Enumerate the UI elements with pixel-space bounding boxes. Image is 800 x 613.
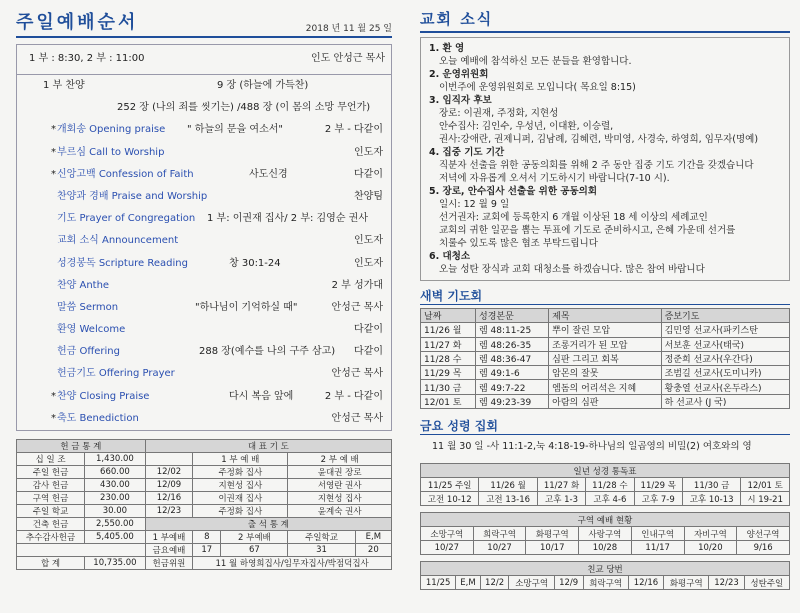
fellowship-cell: 희락구역 (583, 576, 628, 590)
cell-name: 희락구역 (473, 527, 526, 541)
news-item-body: 일시: 12 월 9 일 (439, 199, 510, 210)
bible-passage: 고전 13-16 (479, 492, 537, 506)
news-box (420, 37, 790, 281)
bible-date: 11/30 금 (682, 478, 740, 492)
prayer-date: 12/02 (145, 466, 193, 479)
dawn-cell: 아람의 심판 (549, 394, 661, 408)
dawn-cell: 정준희 선교사(우간다) (661, 351, 789, 365)
order-item-label: 기도 Prayer of Congregation (57, 213, 196, 225)
dawn-cell: 하 선교사 (J 국) (661, 394, 789, 408)
order-item-label: 252 장 (나의 죄를 씻기는) /488 장 (이 몸의 소망 무언가) (117, 102, 371, 114)
cell-name: 화평구역 (526, 527, 579, 541)
news-item-body: 직분자 선출을 위한 공동의회를 위해 2 주 동안 집중 기도 기간을 갖겠습니다 (439, 160, 754, 171)
dawn-cell: 김민영 선교사(파키스탄 (661, 323, 789, 337)
order-item-label: 1 부 찬양 (43, 80, 85, 91)
cell-name: 양선구역 (737, 527, 790, 541)
news-item-title: 2. 운영위원회 (429, 69, 489, 80)
offering-label: 감사 헌금 (17, 479, 85, 492)
news-header (420, 8, 790, 33)
worship-order-item (17, 75, 391, 97)
news-title: 교회 소식 (420, 10, 494, 28)
fellowship-cell: 12/16 (628, 576, 663, 590)
cell-date: 9/16 (737, 541, 790, 555)
bible-reading-title: 일년 성경 통독표 (421, 464, 790, 478)
news-item-title: 3. 임직자 후보 (429, 95, 492, 106)
prayer-date: 12/09 (145, 479, 193, 492)
offering-amount: 430.00 (85, 479, 146, 492)
order-item-leader: 2 부 - 다같이 (324, 124, 383, 136)
order-item-label: 찬양 Anthe (57, 279, 110, 291)
service-times-row (17, 45, 391, 75)
cell-worship-title: 구역 예배 현황 (421, 513, 790, 527)
offering-label: 건축 헌금 (17, 518, 85, 531)
order-item-detail: 다시 복음 앞에 (229, 390, 294, 402)
cell-date: 10/27 (421, 541, 474, 555)
offering-label: 추수감사헌금 (17, 531, 85, 544)
prayer-col-1: 1 부 예 배 (193, 453, 288, 466)
dawn-cell: 조범길 선교사(도미니카) (661, 366, 789, 380)
attendance-header: 출 석 통 계 (145, 518, 391, 531)
worship-order-column (16, 8, 392, 570)
worship-order-item (17, 297, 391, 319)
fellowship-cell: E,M (456, 576, 480, 590)
order-item-detail: 사도신경 (249, 168, 288, 180)
news-item-body: 이번주에 운영위원회로 모입니다( 목요일 8:15) (439, 82, 636, 93)
attendance-label: 주일학교 (288, 531, 355, 544)
prayer-date: 12/16 (145, 492, 193, 505)
news-item-title: 4. 집중 기도 기간 (429, 147, 505, 158)
cell-name: 인내구역 (631, 527, 684, 541)
news-item-body: 권사:강애란, 권제니퍼, 김남례, 김혜련, 박미영, 사경숙, 하영희, 임무자(명예) (439, 134, 759, 145)
worship-order-item (17, 164, 391, 186)
dawn-cell: 렘 48:26-35 (476, 337, 549, 351)
fellowship-cell: 성탄주일 (744, 576, 789, 590)
dawn-cell: 11/29 목 (421, 366, 476, 380)
offering-label: 십 일 조 (17, 453, 85, 466)
order-item-label: 헌금기도 Offering Prayer (57, 368, 175, 380)
attendance-value: 20 (355, 544, 391, 557)
required-stand-marker: * (51, 390, 56, 402)
prayer-date: 12/23 (145, 505, 193, 518)
worship-order-item (17, 208, 391, 230)
bible-date: 11/27 화 (537, 478, 585, 492)
prayer-col-2: 2 부 예 배 (288, 453, 392, 466)
service-times: 1 부 : 8:30, 2 부 : 11:00 (29, 53, 145, 64)
attendance-value: 17 (193, 544, 221, 557)
worship-order-item (17, 408, 391, 430)
worship-order-box (16, 44, 392, 431)
required-stand-marker: * (51, 124, 56, 136)
cell-date: 10/20 (684, 541, 737, 555)
dawn-cell: 11/26 월 (421, 323, 476, 337)
worship-order-item (17, 119, 391, 141)
order-item-detail: 창 30:1-24 (229, 257, 281, 269)
order-item-label: 축도 Benediction (57, 412, 139, 424)
bible-date: 11/25 주일 (421, 478, 479, 492)
required-stand-marker: * (51, 146, 56, 158)
order-item-detail: " 하늘의 문을 여소서" (187, 124, 284, 136)
dawn-cell: 황충열 선교사(온두라스) (661, 380, 789, 394)
news-item-title: 6. 대청소 (429, 251, 471, 262)
fellowship-cell: 12/23 (709, 576, 744, 590)
offering-amount: 1,430.00 (85, 453, 146, 466)
order-item-detail: 288 장(예수를 나의 구주 삼고) (199, 346, 336, 358)
bible-reading-table (420, 463, 790, 506)
attendance-label: 1 부예배 (145, 531, 193, 544)
cell-date: 10/28 (579, 541, 632, 555)
dawn-cell: 엠돔의 어리석은 지혜 (549, 380, 661, 394)
offering-amount: 30.00 (85, 505, 146, 518)
offering-label: 주일 학교 (17, 505, 85, 518)
attendance-label: E,M (355, 531, 391, 544)
order-item-leader: 안성근 목사 (331, 412, 383, 424)
table-row (421, 323, 790, 337)
worship-order-item (17, 253, 391, 275)
bible-passage: 고후 4-6 (586, 492, 634, 506)
stats-table (16, 439, 392, 570)
offering-header: 헌 금 통 계 (17, 440, 146, 453)
order-item-leader: 안성근 목사 (331, 368, 383, 380)
offering-amount: 660.00 (85, 466, 146, 479)
news-item-body: 저녁에 자유롭게 오셔서 기도하시기 바랍니다(7-10 시). (439, 173, 670, 184)
fellowship-cell: 12/2 (480, 576, 509, 590)
dawn-column-header: 제목 (549, 309, 661, 323)
worship-order-item (17, 319, 391, 341)
order-item-leader: 인도자 (354, 257, 383, 269)
required-stand-marker: * (51, 412, 56, 424)
dawn-cell: 뿌이 잘린 모압 (549, 323, 661, 337)
order-item-label: 교회 소식 Announcement (57, 235, 179, 247)
order-item-leader: 다같이 (354, 168, 383, 180)
worship-order-item (17, 230, 391, 252)
news-item-body: 장로: 이권재, 주정화, 지현성 (439, 108, 559, 119)
order-item-detail: 1 부: 이권재 집사/ 2 부: 김영순 권사 (207, 213, 369, 225)
attendance-value: 8 (193, 531, 221, 544)
dawn-cell: 11/30 금 (421, 380, 476, 394)
bible-date: 12/01 토 (741, 478, 790, 492)
order-item-leader: 2 부 - 다같이 (324, 390, 383, 402)
order-item-label: 찬양과 경배 Praise and Worship (57, 190, 208, 202)
news-item-body: 선거권자: 교회에 등록한지 6 개월 이상된 18 세 이상의 세례교인 (439, 212, 708, 223)
order-item-leader: 인도자 (354, 235, 383, 247)
dawn-cell: 렘 49:23-39 (476, 394, 549, 408)
offering-total: 10,735.00 (85, 557, 146, 570)
order-item-leader: 인도자 (354, 146, 383, 158)
order-item-detail: 9 장 (하늘에 가득찬) (217, 80, 309, 91)
cell-date: 11/17 (631, 541, 684, 555)
dawn-cell: 렘 48:36-47 (476, 351, 549, 365)
offering-label: 주일 헌금 (17, 466, 85, 479)
worship-order-item (17, 363, 391, 385)
table-row (421, 337, 790, 351)
offering-amount: 230.00 (85, 492, 146, 505)
cell-worship-table (420, 512, 790, 555)
dawn-cell: 11/28 수 (421, 351, 476, 365)
dawn-cell: 렘 49:7-22 (476, 380, 549, 394)
friday-meeting-title: 금요 성령 집회 (420, 417, 790, 435)
offering-label: 구역 헌금 (17, 492, 85, 505)
dawn-column-header: 성경본문 (476, 309, 549, 323)
cell-date: 10/17 (526, 541, 579, 555)
dawn-column-header: 날짜 (421, 309, 476, 323)
order-item-label: 헌금 Offering (57, 346, 120, 358)
page-title: 주일예배순서 (16, 12, 139, 33)
dawn-cell: 서보훈 선교사(태국) (661, 337, 789, 351)
fellowship-duty-table (420, 561, 790, 590)
dawn-prayer-title: 새벽 기도회 (420, 287, 790, 305)
order-item-leader: 다같이 (354, 346, 383, 358)
offering-amount: 2,550.00 (85, 518, 146, 531)
order-item-leader: 2 부 성가대 (331, 279, 383, 291)
bible-passage: 고전 10-12 (421, 492, 479, 506)
prayer-leader-1: 주정화 집사 (193, 466, 288, 479)
dawn-prayer-table (420, 308, 790, 409)
table-row (421, 394, 790, 408)
offering-committee-label: 헌금위원 (145, 557, 193, 570)
attendance-label: 2 부예배 (221, 531, 288, 544)
fellowship-title: 친교 당번 (421, 562, 790, 576)
prayer-header: 대 표 기 도 (145, 440, 391, 453)
order-item-label: 부르심 Call to Worship (57, 146, 165, 158)
dawn-cell: 렘 48:11-25 (476, 323, 549, 337)
bible-passage: 시 19-21 (741, 492, 790, 506)
order-item-label: 찬양 Closing Praise (57, 390, 150, 402)
fellowship-cell: 화평구역 (664, 576, 709, 590)
table-row (421, 380, 790, 394)
bible-passage: 고후 7-9 (634, 492, 682, 506)
news-item-body: 오늘 성탄 장식과 교회 대청소를 하겠습니다. 많은 참여 바랍니다 (439, 264, 705, 275)
attendance-value: 31 (288, 544, 355, 557)
worship-order-item (17, 142, 391, 164)
prayer-leader-1: 지현성 집사 (193, 479, 288, 492)
offering-total-label: 합 계 (17, 557, 85, 570)
order-item-leader: 안성근 목사 (331, 301, 383, 313)
worship-order-item (17, 386, 391, 408)
order-item-label: 개회송 Opening praise (57, 124, 166, 136)
bible-passage: 고후 10-13 (682, 492, 740, 506)
dawn-cell: 심판 그리고 회복 (549, 351, 661, 365)
worship-order-list (17, 75, 391, 430)
news-item-body: 치룰수 있도록 많은 협조 부탁드립니다 (439, 238, 598, 249)
worship-order-item (17, 341, 391, 363)
attendance-row2-label: 금요예배 (145, 544, 193, 557)
fellowship-cell: 11/25 (421, 576, 456, 590)
cell-date: 10/27 (473, 541, 526, 555)
news-item-body: 교회의 귀한 일꾼을 뽑는 투표에 기도로 준비하시고, 은혜 가운데 선거를 (439, 225, 736, 236)
cell-name: 사랑구역 (579, 527, 632, 541)
news-item-title: 1. 환 영 (429, 43, 465, 54)
bible-date: 11/29 목 (634, 478, 682, 492)
prayer-leader-2: 지현성 집사 (288, 492, 392, 505)
bulletin-date: 2018 년 11 월 25 일 (305, 24, 392, 34)
offering-committee: 11 월 하영희집사/임무자집사/박점덕집사 (193, 557, 392, 570)
order-item-label: 말씀 Sermon (57, 301, 119, 313)
attendance-value: 67 (221, 544, 288, 557)
order-item-label: 신앙고백 Confession of Faith (57, 168, 194, 180)
service-leader: 인도 안성근 목사 (311, 53, 385, 64)
dawn-cell: 12/01 토 (421, 394, 476, 408)
cell-name: 소망구역 (421, 527, 474, 541)
dawn-column-header: 증보기도 (661, 309, 789, 323)
prayer-leader-1: 이권재 집사 (193, 492, 288, 505)
worship-order-item (17, 97, 391, 119)
offering-spacer (17, 544, 146, 557)
bible-date: 11/26 월 (479, 478, 537, 492)
news-item-body: 오늘 예배에 참석하신 모든 분들을 환영합니다. (439, 56, 632, 67)
prayer-leader-2: 윤대권 장로 (288, 466, 392, 479)
prayer-leader-2: 윤계숙 권사 (288, 505, 392, 518)
worship-order-item (17, 186, 391, 208)
dawn-cell: 렘 49:1-6 (476, 366, 549, 380)
prayer-leader-2: 서영란 권사 (288, 479, 392, 492)
friday-meeting-text: 11 월 30 일 -사 11:1-2,눅 4:18-19-하나님의 일곱영의 비밀(2) 여호와의 영 (432, 441, 752, 453)
fellowship-cell: 소망구역 (509, 576, 554, 590)
table-row (421, 351, 790, 365)
worship-order-item (17, 275, 391, 297)
news-item-title: 5. 장로, 안수집사 선출을 위한 공동의회 (429, 186, 598, 197)
dawn-cell: 암몬의 잘못 (549, 366, 661, 380)
required-stand-marker: * (51, 168, 56, 180)
order-item-label: 환영 Welcome (57, 324, 126, 336)
prayer-date-spacer (145, 453, 193, 466)
table-row (421, 366, 790, 380)
order-item-leader: 다같이 (354, 324, 383, 336)
dawn-cell: 조롱거리가 된 모압 (549, 337, 661, 351)
order-item-label: 성경봉독 Scripture Reading (57, 257, 188, 269)
church-news-column (420, 8, 790, 590)
order-item-leader: 찬양팀 (354, 190, 383, 202)
cell-name: 자비구역 (684, 527, 737, 541)
prayer-leader-1: 주정화 집사 (193, 505, 288, 518)
news-item-body: 안수집사: 김인수, 우성년, 이대환, 이승렬, (439, 121, 614, 132)
worship-order-header (16, 8, 392, 38)
order-item-detail: "하나님이 기억하실 때" (195, 301, 298, 313)
bible-passage: 고후 1-3 (537, 492, 585, 506)
dawn-cell: 11/27 화 (421, 337, 476, 351)
bible-date: 11/28 수 (586, 478, 634, 492)
offering-amount: 5,405.00 (85, 531, 146, 544)
fellowship-cell: 12/9 (554, 576, 583, 590)
